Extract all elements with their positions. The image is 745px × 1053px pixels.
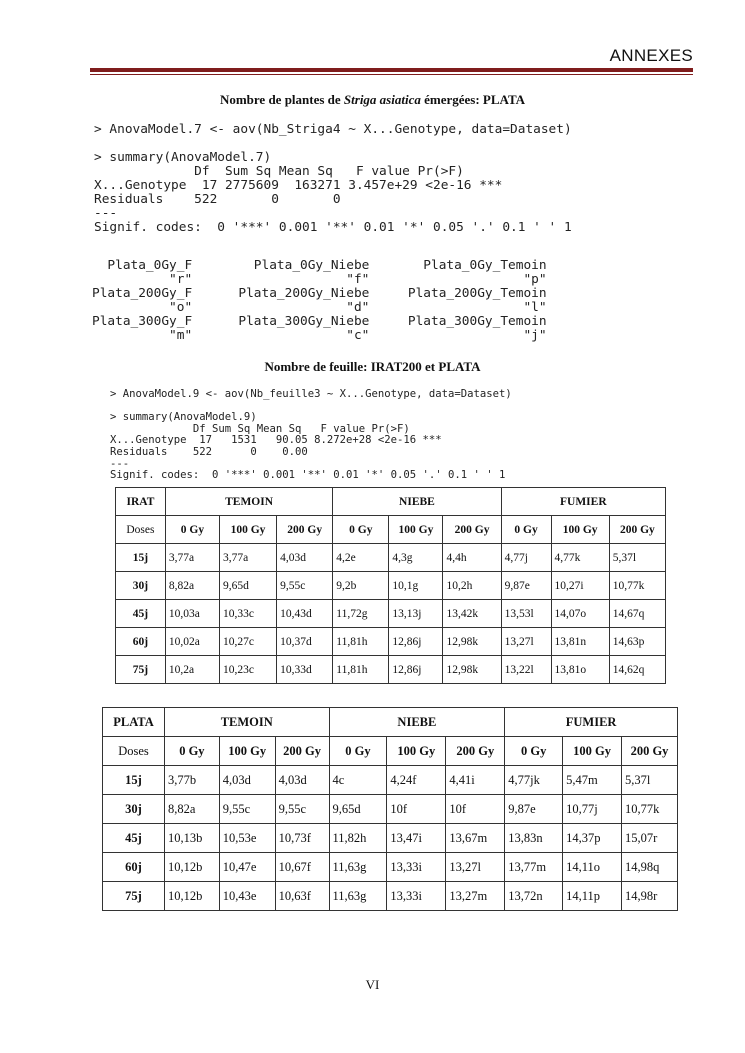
table-cell: 10,43d	[277, 600, 333, 628]
table-cell: 13,27m	[446, 882, 505, 911]
day-label: 30j	[116, 572, 166, 600]
table-row	[116, 600, 666, 628]
table-cell: 9,65d	[329, 795, 387, 824]
day-label: 45j	[116, 600, 166, 628]
table-cell: 8,82a	[165, 572, 219, 600]
table-cell: 10,77k	[622, 795, 678, 824]
table-cell: 13,47i	[387, 824, 446, 853]
dose-header: 0 Gy	[164, 737, 219, 766]
variety-header: IRAT	[116, 488, 166, 516]
table-cell: 12,98k	[443, 628, 501, 656]
table-cell: 5,37l	[609, 544, 665, 572]
table-cell: 14,98r	[622, 882, 678, 911]
table-cell: 10,23c	[219, 656, 276, 684]
table-cell: 4,41i	[446, 766, 505, 795]
table-cell: 4,24f	[387, 766, 446, 795]
group-header: NIEBE	[333, 488, 501, 516]
table-cell: 13,13j	[389, 600, 443, 628]
group-letters-output: Plata_0Gy_F Plata_0Gy_Niebe Plata_0Gy_Temoin "r" "f" "p" Plata_200Gy_F Plata_200Gy_Niebe Plata_200Gy_Temoin "o" "d" "l" Plata_300Gy_F Plata_300Gy_Niebe Plata_300Gy_Temoin "m" "c" "j"	[92, 258, 547, 343]
table-cell: 14,98q	[622, 853, 678, 882]
table-cell: 4,77j	[501, 544, 551, 572]
group-header: FUMIER	[505, 708, 678, 737]
day-label: 75j	[116, 656, 166, 684]
table-cell: 3,77b	[164, 766, 219, 795]
dose-header: 0 Gy	[505, 737, 563, 766]
table-cell: 12,86j	[389, 656, 443, 684]
table-cell: 13,22l	[501, 656, 551, 684]
table-cell: 9,55c	[277, 572, 333, 600]
dose-header: 200 Gy	[275, 737, 329, 766]
dose-header: 0 Gy	[329, 737, 387, 766]
table-cell: 8,82a	[164, 795, 219, 824]
table-cell: 10,37d	[277, 628, 333, 656]
table-cell: 10,63f	[275, 882, 329, 911]
section1-caption	[0, 92, 745, 108]
group-header: TEMOIN	[164, 708, 329, 737]
table-cell: 9,55c	[219, 795, 275, 824]
dose-header: 0 Gy	[165, 516, 219, 544]
table-cell: 13,27l	[501, 628, 551, 656]
table-cell: 13,67m	[446, 824, 505, 853]
table-cell: 10,43e	[219, 882, 275, 911]
dose-header: 200 Gy	[622, 737, 678, 766]
table-cell: 13,83n	[505, 824, 563, 853]
table-cell: 10,27c	[219, 628, 276, 656]
table-cell: 13,33i	[387, 882, 446, 911]
table-cell: 3,77a	[219, 544, 276, 572]
day-label: 45j	[103, 824, 165, 853]
dose-header: 100 Gy	[219, 737, 275, 766]
table-cell: 10,12b	[164, 853, 219, 882]
table-row	[116, 628, 666, 656]
table-cell: 10,2h	[443, 572, 501, 600]
table-cell: 10,77k	[609, 572, 665, 600]
table-row	[103, 824, 678, 853]
group-header: NIEBE	[329, 708, 505, 737]
dose-header: 0 Gy	[501, 516, 551, 544]
dose-header: 100 Gy	[387, 737, 446, 766]
table-cell: 10,77j	[563, 795, 622, 824]
table-cell: 4,3g	[389, 544, 443, 572]
group-header: FUMIER	[501, 488, 665, 516]
table-cell: 14,62q	[609, 656, 665, 684]
table-cell: 15,07r	[622, 824, 678, 853]
table-cell: 12,98k	[443, 656, 501, 684]
table-cell: 14,11o	[563, 853, 622, 882]
table-cell: 13,27l	[446, 853, 505, 882]
dose-header: 200 Gy	[446, 737, 505, 766]
table-cell: 14,63p	[609, 628, 665, 656]
day-label: 15j	[103, 766, 165, 795]
dose-row	[116, 516, 666, 544]
caption-text: Nombre de plantes de	[219, 92, 344, 107]
day-label: 60j	[116, 628, 166, 656]
table-cell: 4,03d	[275, 766, 329, 795]
table-cell: 10f	[446, 795, 505, 824]
table-cell: 4,4h	[443, 544, 501, 572]
table-row	[103, 766, 678, 795]
dose-header: 100 Gy	[563, 737, 622, 766]
header-rule-thin	[90, 74, 693, 75]
table-cell: 4,03d	[219, 766, 275, 795]
table-cell: 14,37p	[563, 824, 622, 853]
table-cell: 10,53e	[219, 824, 275, 853]
table-cell: 13,81o	[551, 656, 609, 684]
irat-leaf-table	[115, 487, 666, 684]
table-row	[103, 853, 678, 882]
table-cell: 13,72n	[505, 882, 563, 911]
dose-row	[103, 737, 678, 766]
table-cell: 11,82h	[329, 824, 387, 853]
table-cell: 10,02a	[165, 628, 219, 656]
dose-header: 100 Gy	[219, 516, 276, 544]
day-label: 15j	[116, 544, 166, 572]
table-cell: 13,81n	[551, 628, 609, 656]
table-cell: 14,07o	[551, 600, 609, 628]
header-rule-thick	[90, 68, 693, 72]
table-cell: 14,67q	[609, 600, 665, 628]
table-row	[116, 572, 666, 600]
table-cell: 14,11p	[563, 882, 622, 911]
table-cell: 13,33i	[387, 853, 446, 882]
plata-leaf-table	[102, 707, 678, 911]
header-title: ANNEXES	[609, 46, 693, 65]
table-cell: 4,2e	[333, 544, 389, 572]
table-cell: 10,2a	[165, 656, 219, 684]
table-cell: 4,03d	[277, 544, 333, 572]
table-cell: 11,72g	[333, 600, 389, 628]
page-number: VI	[365, 977, 380, 992]
doses-label: Doses	[116, 516, 166, 544]
dose-header: 200 Gy	[609, 516, 665, 544]
table-row	[103, 882, 678, 911]
dose-header: 200 Gy	[443, 516, 501, 544]
table-cell: 11,63g	[329, 853, 387, 882]
caption-text: émergées: PLATA	[420, 92, 526, 107]
anova-console-output: > AnovaModel.7 <- aov(Nb_Striga4 ~ X...Genotype, data=Dataset) > summary(AnovaModel.7) Df Sum Sq Mean Sq F value Pr(>F) X...Genotype 17 2775609 163271 3.457e+29 <2e-16 *** Residuals 522 0 0 --- Signif. codes: 0 '***' 0.001 '**' 0.01 '*' 0.05 '.' 0.1 ' ' 1	[94, 122, 572, 235]
doses-label: Doses	[103, 737, 165, 766]
table-cell: 4c	[329, 766, 387, 795]
table-cell: 5,37l	[622, 766, 678, 795]
table-cell: 5,47m	[563, 766, 622, 795]
table-cell: 10,73f	[275, 824, 329, 853]
table-cell: 9,87e	[501, 572, 551, 600]
table-cell: 10,03a	[165, 600, 219, 628]
table-cell: 11,81h	[333, 628, 389, 656]
table-row	[116, 656, 666, 684]
day-label: 60j	[103, 853, 165, 882]
table-cell: 10,33c	[219, 600, 276, 628]
table-cell: 9,55c	[275, 795, 329, 824]
table-cell: 10,27i	[551, 572, 609, 600]
table-row	[116, 544, 666, 572]
table-cell: 4,77jk	[505, 766, 563, 795]
table-cell: 9,2b	[333, 572, 389, 600]
table-cell: 11,63g	[329, 882, 387, 911]
table-cell: 10,67f	[275, 853, 329, 882]
group-header: TEMOIN	[165, 488, 332, 516]
table-cell: 9,87e	[505, 795, 563, 824]
table-cell: 10f	[387, 795, 446, 824]
day-label: 75j	[103, 882, 165, 911]
day-label: 30j	[103, 795, 165, 824]
table-cell: 10,12b	[164, 882, 219, 911]
table-cell: 13,42k	[443, 600, 501, 628]
table-row	[103, 795, 678, 824]
table-cell: 4,77k	[551, 544, 609, 572]
table-cell: 10,47e	[219, 853, 275, 882]
dose-header: 200 Gy	[277, 516, 333, 544]
section2-caption: Nombre de feuille: IRAT200 et PLATA	[264, 359, 481, 374]
variety-header: PLATA	[103, 708, 165, 737]
table-cell: 10,33d	[277, 656, 333, 684]
table-cell: 9,65d	[219, 572, 276, 600]
caption-species: Striga asiatica	[343, 92, 421, 107]
table-cell: 11,81h	[333, 656, 389, 684]
anova-console-output-2: > AnovaModel.9 <- aov(Nb_feuille3 ~ X...Genotype, data=Dataset) > summary(AnovaModel.9) Df Sum Sq Mean Sq F value Pr(>F) X...Genotype 17 1531 90.05 8.272e+28 <2e-16 *** Residuals 522 0 0.00 --- Signif. codes: 0 '***' 0.001 '**' 0.01 '*' 0.05 '.' 0.1 ' ' 1	[110, 388, 512, 482]
table-cell: 13,53l	[501, 600, 551, 628]
table-cell: 10,1g	[389, 572, 443, 600]
table-cell: 10,13b	[164, 824, 219, 853]
table-cell: 12,86j	[389, 628, 443, 656]
dose-header: 100 Gy	[551, 516, 609, 544]
table-cell: 3,77a	[165, 544, 219, 572]
dose-header: 0 Gy	[333, 516, 389, 544]
table-cell: 13,77m	[505, 853, 563, 882]
dose-header: 100 Gy	[389, 516, 443, 544]
